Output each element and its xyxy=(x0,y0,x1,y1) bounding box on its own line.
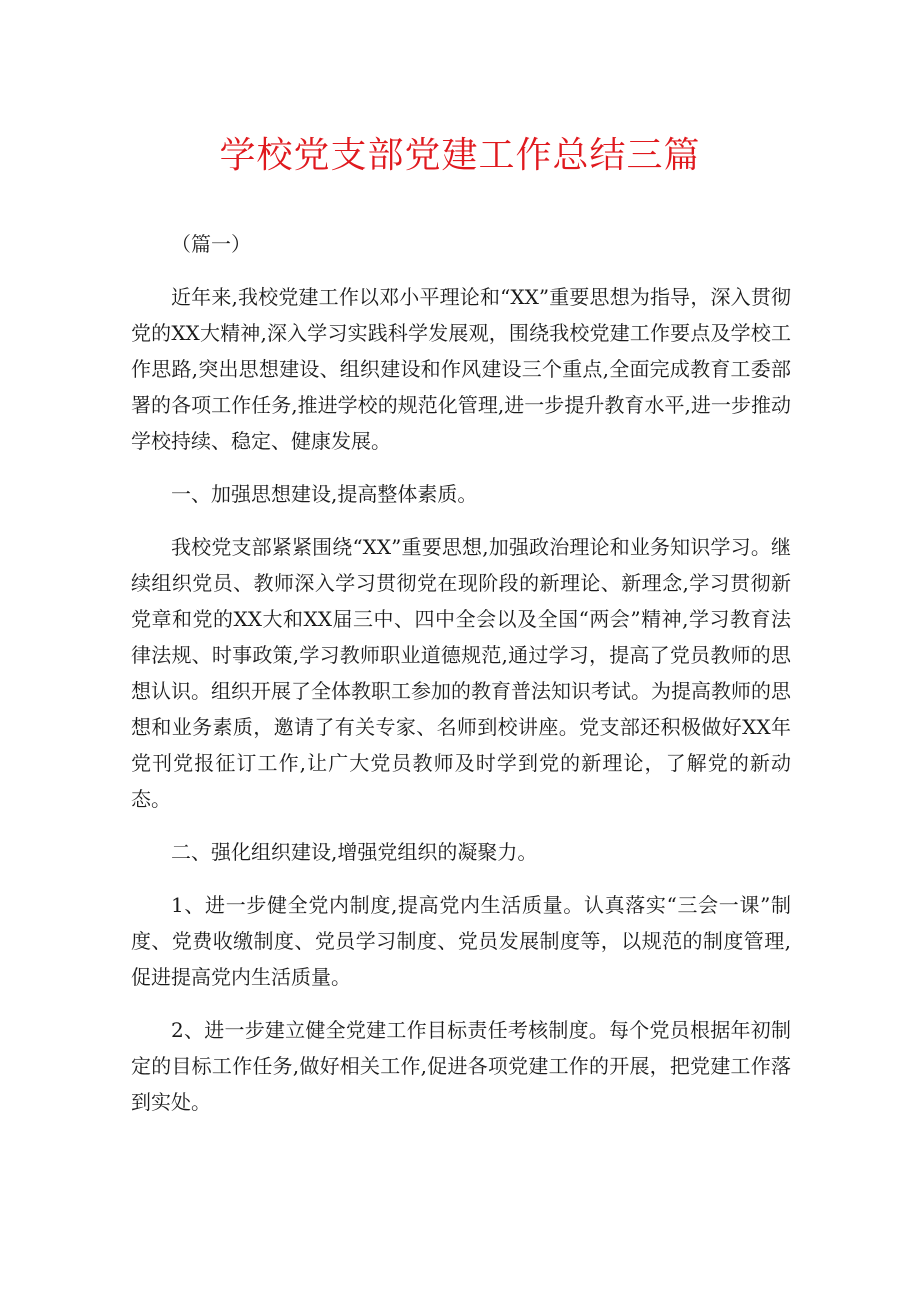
spacer xyxy=(131,459,791,476)
heading-section-one: 一、加强思想建设,提高整体素质。 xyxy=(171,482,478,506)
spacer xyxy=(131,512,791,529)
document-body xyxy=(131,226,791,1120)
section-label: （篇一） xyxy=(171,232,251,256)
spacer xyxy=(131,262,791,279)
paragraph-item-two: 2、进一步建立健全党建工作目标责任考核制度。每个党员根据年初制定的目标工作任务,做好相关工作,促进各项党建工作的开展，把党建工作落到实处。 xyxy=(131,1018,791,1114)
document-title: 学校党支部党建工作总结三篇 xyxy=(219,135,701,176)
heading-section-two: 二、强化组织建设,增强党组织的凝聚力。 xyxy=(171,840,538,864)
spacer xyxy=(131,870,791,887)
paragraph-item-one: 1、进一步健全党内制度,提高党内生活质量。认真落实“三会一课”制度、党费收缴制度、党员学习制度、党员发展制度等，以规范的制度管理,促进提高党内生活质量。 xyxy=(131,893,791,989)
spacer xyxy=(131,817,791,834)
spacer xyxy=(131,995,791,1012)
paragraph-ideology: 我校党支部紧紧围绕“XX”重要思想,加强政治理论和业务知识学习。继续组织党员、教师深入学习贯彻党在现阶段的新理论、新理念,学习贯彻新党章和党的XX大和XX届三中、四中全会以及全国“两会”精神,学习教育法律法规、时事政策,学习教师职业道德规范,通过学习，提高了党员教师的思想认识。组织开展了全体教职工参加的教育普法知识考试。为提高教师的思想和业务素质，邀请了有关专家、名师到校讲座。党支部还积极做好XX年党刊党报征订工作,让广大党员教师及时学到党的新理论，了解党的新动态。 xyxy=(131,535,791,811)
paragraph-intro: 近年来,我校党建工作以邓小平理论和“XX”重要思想为指导，深入贯彻党的XX大精神,深入学习实践科学发展观，围绕我校党建工作要点及学校工作思路,突出思想建设、组织建设和作风建设三个重点,全面完成教育工委部署的各项工作任务,推进学校的规范化管理,进一步提升教育水平,进一步推动学校持续、稳定、健康发展。 xyxy=(131,285,791,453)
